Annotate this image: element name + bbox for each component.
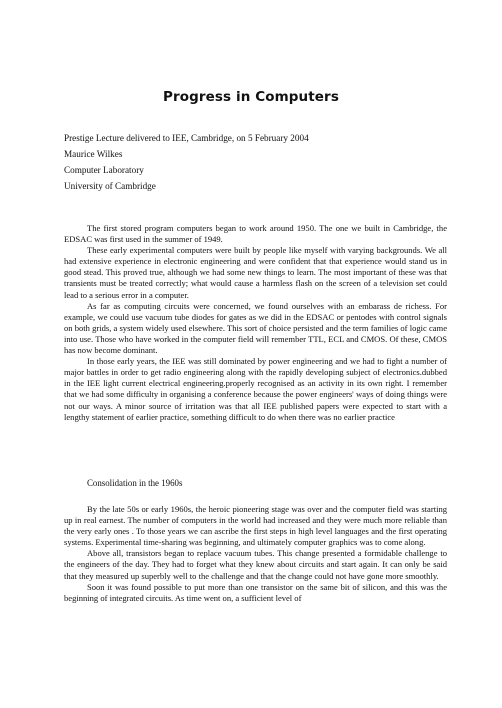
- paragraph: In those early years, the IEE was still dominated by power engineering and we had to fight a number of major battles in order to get radio engineering along with the rapidly developing subject of electronics.dubbed in the IEE light current electrical engineering.properly recognised as an activity in its own right. I remember that we had some difficulty in organising a conference because the power engineers' ways of doing things were not our ways. A minor source of irritation was that all IEE published papers were expected to start with a lengthy statement of earlier practice, something difficult to do when there was no earlier practice: [64, 356, 447, 422]
- paragraph: These early experimental computers were built by people like myself with varying backgrounds. We all had extensive experience in electronic engineering and were confident that that experience would stand us in good stead. This proved true, although we had some new things to learn. The most important of these was that transients must be treated correctly; what would cause a harmless flash on the screen of a television set could lead to a serious error in a computer.: [64, 245, 447, 300]
- section-1-body: [64, 223, 447, 423]
- paragraph: By the late 50s or early 1960s, the heroic pioneering stage was over and the computer field was starting up in real earnest. The number of computers in the world had increased and they were much more reliable than the very early ones . To those years we can ascribe the first steps in high level languages and the first operating systems. Experimental time-sharing was beginning, and ultimately computer graphics was to come along.: [64, 504, 447, 548]
- author-name: Maurice Wilkes: [64, 149, 123, 159]
- paragraph: Soon it was found possible to put more than one transistor on the same bit of silicon, and this was the beginning of integrated circuits. As time went on, a sufficient level of: [64, 581, 447, 603]
- lecture-info: Prestige Lecture delivered to IEE, Cambridge, on 5 February 2004: [64, 133, 309, 143]
- document-title: Progress in Computers: [163, 89, 339, 105]
- section-2-body: [64, 504, 447, 604]
- paragraph: Above all, transistors began to replace vacuum tubes. This change presented a formidable challenge to the engineers of the day. They had to forget what they knew about circuits and start again. It can only be said that they measured up superbly well to the challenge and that the change could not have gone more smoothly.: [64, 548, 447, 581]
- paragraph: As far as computing circuits were concerned, we found ourselves with an embarass de richess. For example, we could use vacuum tube diodes for gates as we did in the EDSAC or pentodes with control signals on both grids, a system widely used elsewhere. This sort of choice persisted and the term families of logic came into use. Those who have worked in the computer field will remember TTL, ECL and CMOS. Of these, CMOS has now become dominant.: [64, 300, 447, 356]
- author-institution: University of Cambridge: [64, 181, 156, 191]
- author-department: Computer Laboratory: [64, 165, 144, 175]
- section-heading: Consolidation in the 1960s: [87, 478, 183, 488]
- paragraph: The first stored program computers began to work around 1950. The one we built in Cambridge, the EDSAC was first used in the summer of 1949.: [64, 223, 447, 245]
